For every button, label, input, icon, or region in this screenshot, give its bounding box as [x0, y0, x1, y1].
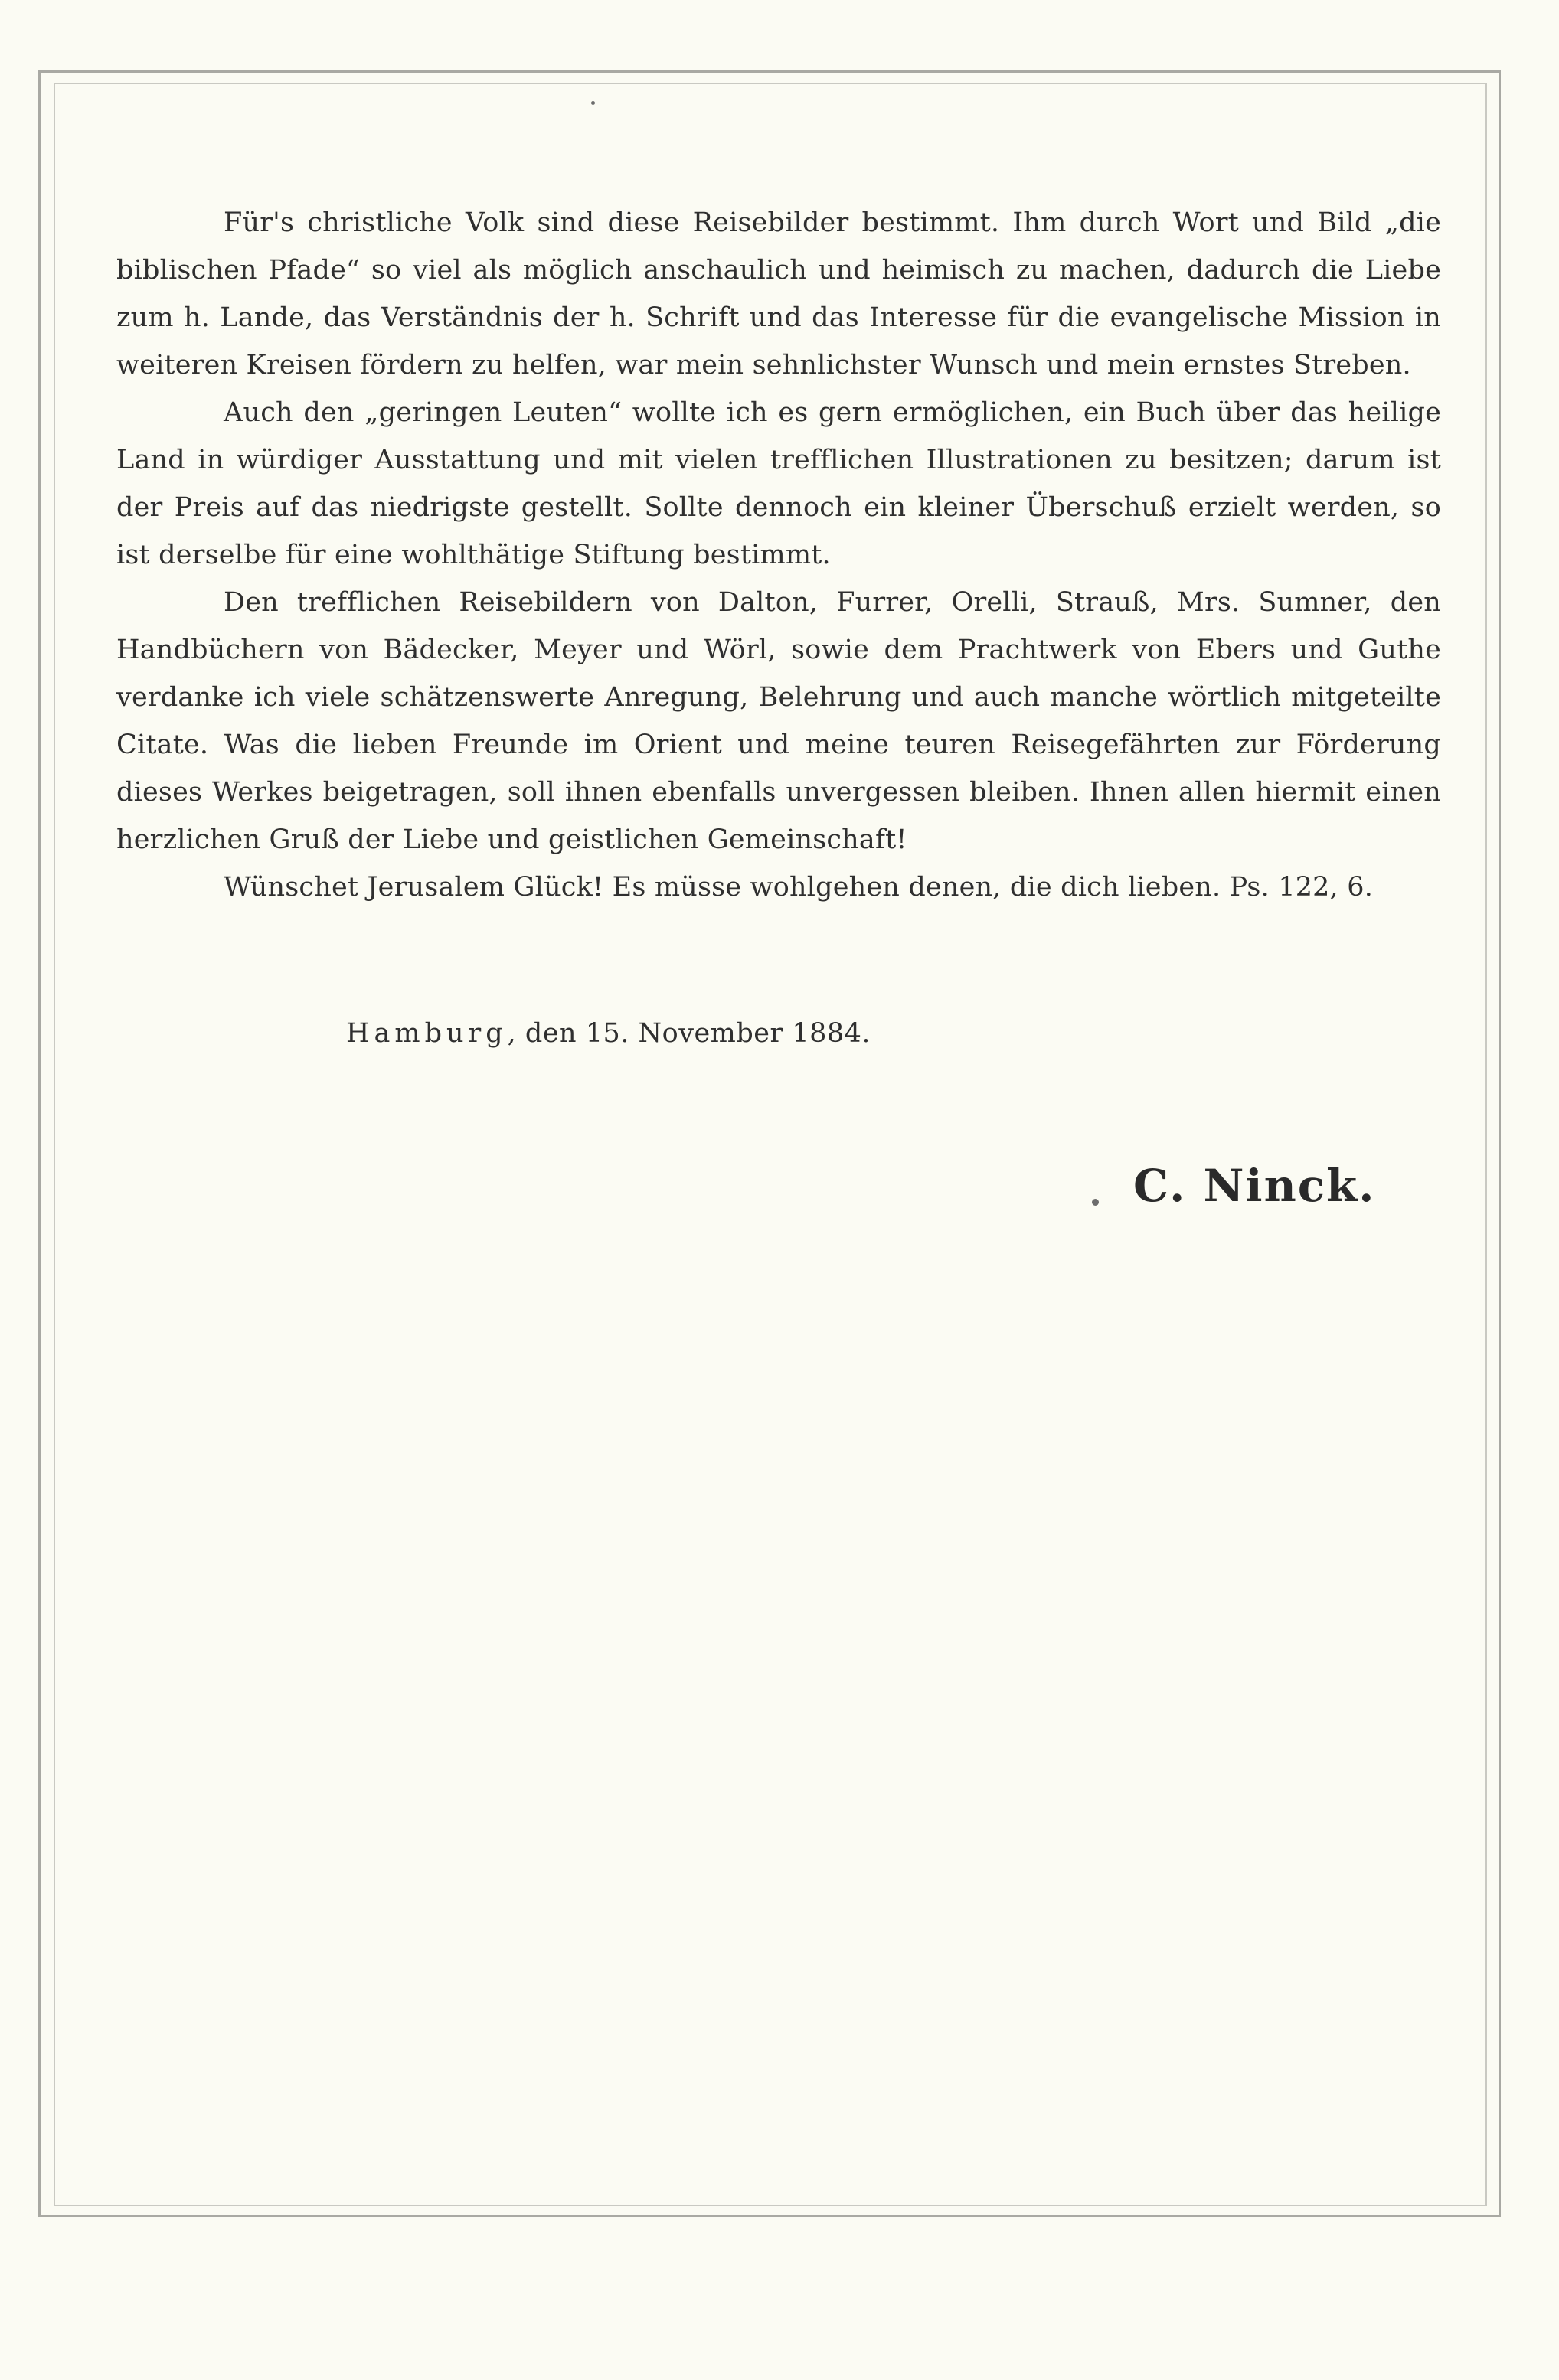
paragraph-psalm-quote: Wünschet Jerusalem Glück! Es müsse wohlgehen denen, die dich lieben. Ps. 122, 6. [224, 872, 1374, 903]
ink-speck [1092, 1199, 1099, 1206]
preface-text [116, 199, 1441, 911]
date-line: , den 15. November 1884. [507, 1018, 871, 1049]
paragraph-price: Auch den „geringen Leuten“ wollte ich es gern ermöglichen, ein Buch über das heilige Land in würdiger Ausstattung und mit vielen trefflichen Illustrationen zu besitzen; darum ist der Preis auf das niedrigste gestellt. Sollte dennoch ein kleiner Überschuß erzielt werden, so ist derselbe für eine wohlthätige Stiftung bestimmt. [116, 397, 1441, 570]
place-name: Hamburg [346, 1018, 508, 1049]
ink-speck [591, 101, 595, 105]
paragraph-purpose: Für's christliche Volk sind diese Reisebilder bestimmt. Ihm durch Wort und Bild „die biblischen Pfade“ so viel als möglich anschaulich und heimisch zu machen, dadurch die Liebe zum h. Lande, das Verständnis der h. Schrift und das Interesse für die evangelische Mission in weiteren Kreisen fördern zu helfen, war mein sehnlichster Wunsch und mein ernstes Streben. [116, 207, 1441, 380]
author-signature: C. Ninck. [1133, 1160, 1376, 1212]
paragraph-acknowledgements: Den trefflichen Reisebildern von Dalton, Furrer, Orelli, Strauß, Mrs. Sumner, den Handbüchern von Bädecker, Meyer und Wörl, sowie dem Prachtwerk von Ebers und Guthe verdanke ich viele schätzenswerte Anregung, Belehrung und auch manche wörtlich mitgeteilte Citate. Was die lieben Freunde im Orient und meine teuren Reisegefährten zur Förderung dieses Werkes beigetragen, soll ihnen ebenfalls unvergessen bleiben. Ihnen allen hiermit einen herzlichen Gruß der Liebe und geistlichen Gemeinschaft! [116, 587, 1441, 855]
place-and-date [346, 1018, 871, 1049]
